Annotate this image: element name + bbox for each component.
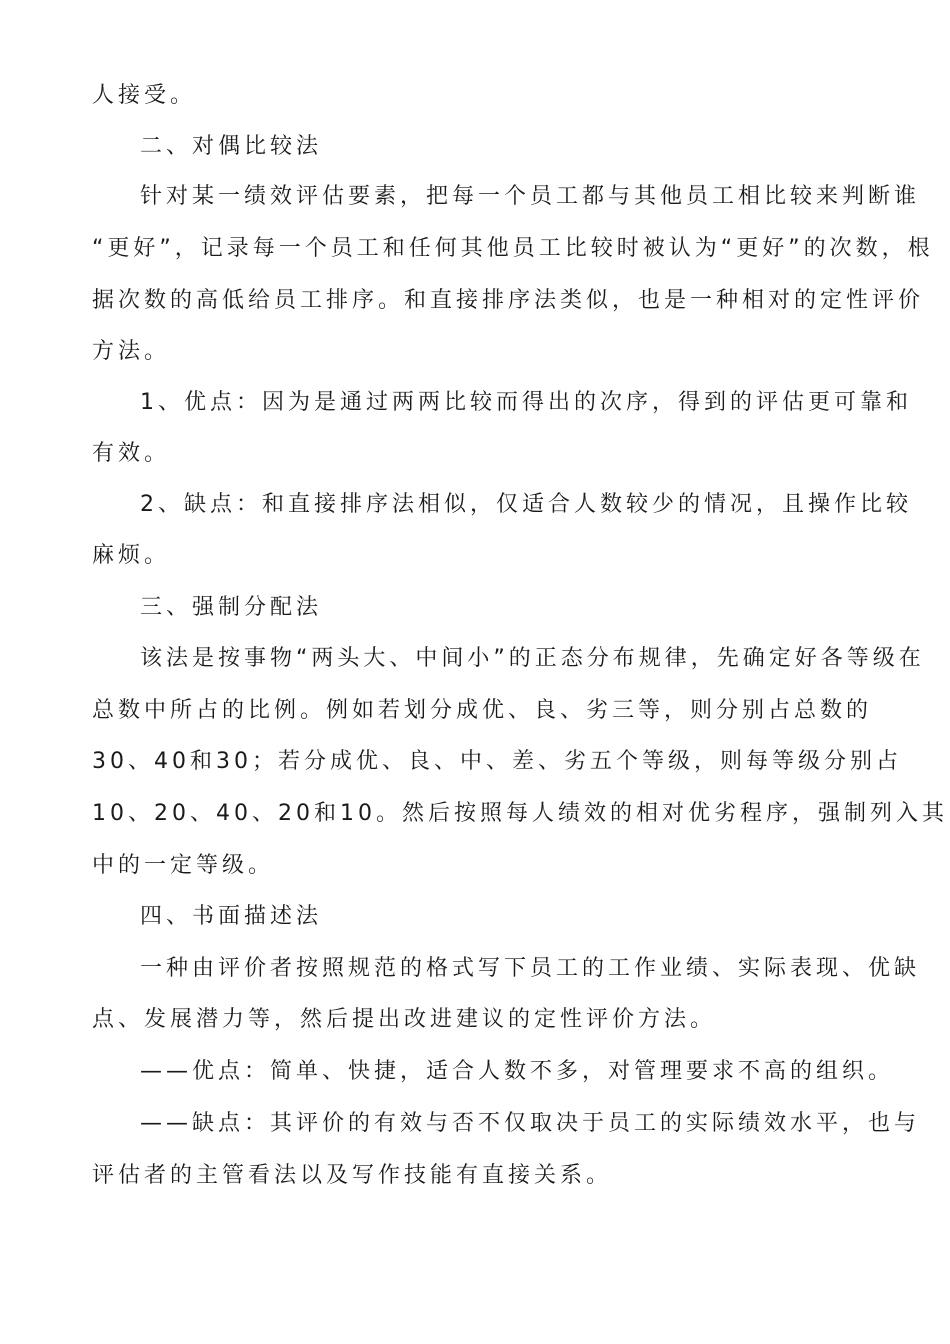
section-heading: 二、对偶比较法	[140, 134, 323, 159]
text-line: 30、40和30；若分成优、良、中、差、劣五个等级，则每等级分别占	[92, 749, 902, 774]
text-line: 一种由评价者按照规范的格式写下员工的工作业绩、实际表现、优缺	[140, 956, 921, 981]
text-line: 10、20、40、20和10。然后按照每人绩效的相对优劣程序，强制列入其	[92, 801, 948, 826]
section-heading: 三、强制分配法	[140, 595, 323, 620]
text-line: ——缺点：其评价的有效与否不仅取决于员工的实际绩效水平，也与	[140, 1111, 921, 1136]
text-line: 2、缺点：和直接排序法相似，仅适合人数较少的情况，且操作比较	[140, 492, 912, 517]
text-line: 中的一定等级。	[92, 853, 275, 878]
text-line: 点、发展潜力等，然后提出改进建议的定性评价方法。	[92, 1007, 717, 1032]
text-line: 人接受。	[92, 83, 197, 108]
text-line: 方法。	[92, 339, 171, 364]
section-heading: 四、书面描述法	[140, 904, 323, 929]
text-line: 总数中所占的比例。例如若划分成优、良、劣三等，则分别占总数的	[92, 698, 873, 723]
text-line: 该法是按事物“两头大、中间小”的正态分布规律，先确定好各等级在	[140, 646, 925, 671]
text-line: 针对某一绩效评估要素，把每一个员工都与其他员工相比较来判断谁	[140, 184, 921, 209]
text-line: “更好”，记录每一个员工和任何其他员工比较时被认为“更好”的次数，根	[92, 236, 934, 261]
text-line: 据次数的高低给员工排序。和直接排序法类似，也是一种相对的定性评价	[92, 288, 925, 313]
text-line: 1、优点：因为是通过两两比较而得出的次序，得到的评估更可靠和	[140, 390, 912, 415]
text-line: 有效。	[92, 441, 171, 466]
text-line: ——优点：简单、快捷，适合人数不多，对管理要求不高的组织。	[140, 1059, 895, 1084]
text-line: 评估者的主管看法以及写作技能有直接关系。	[92, 1163, 613, 1188]
text-line: 麻烦。	[92, 543, 171, 568]
